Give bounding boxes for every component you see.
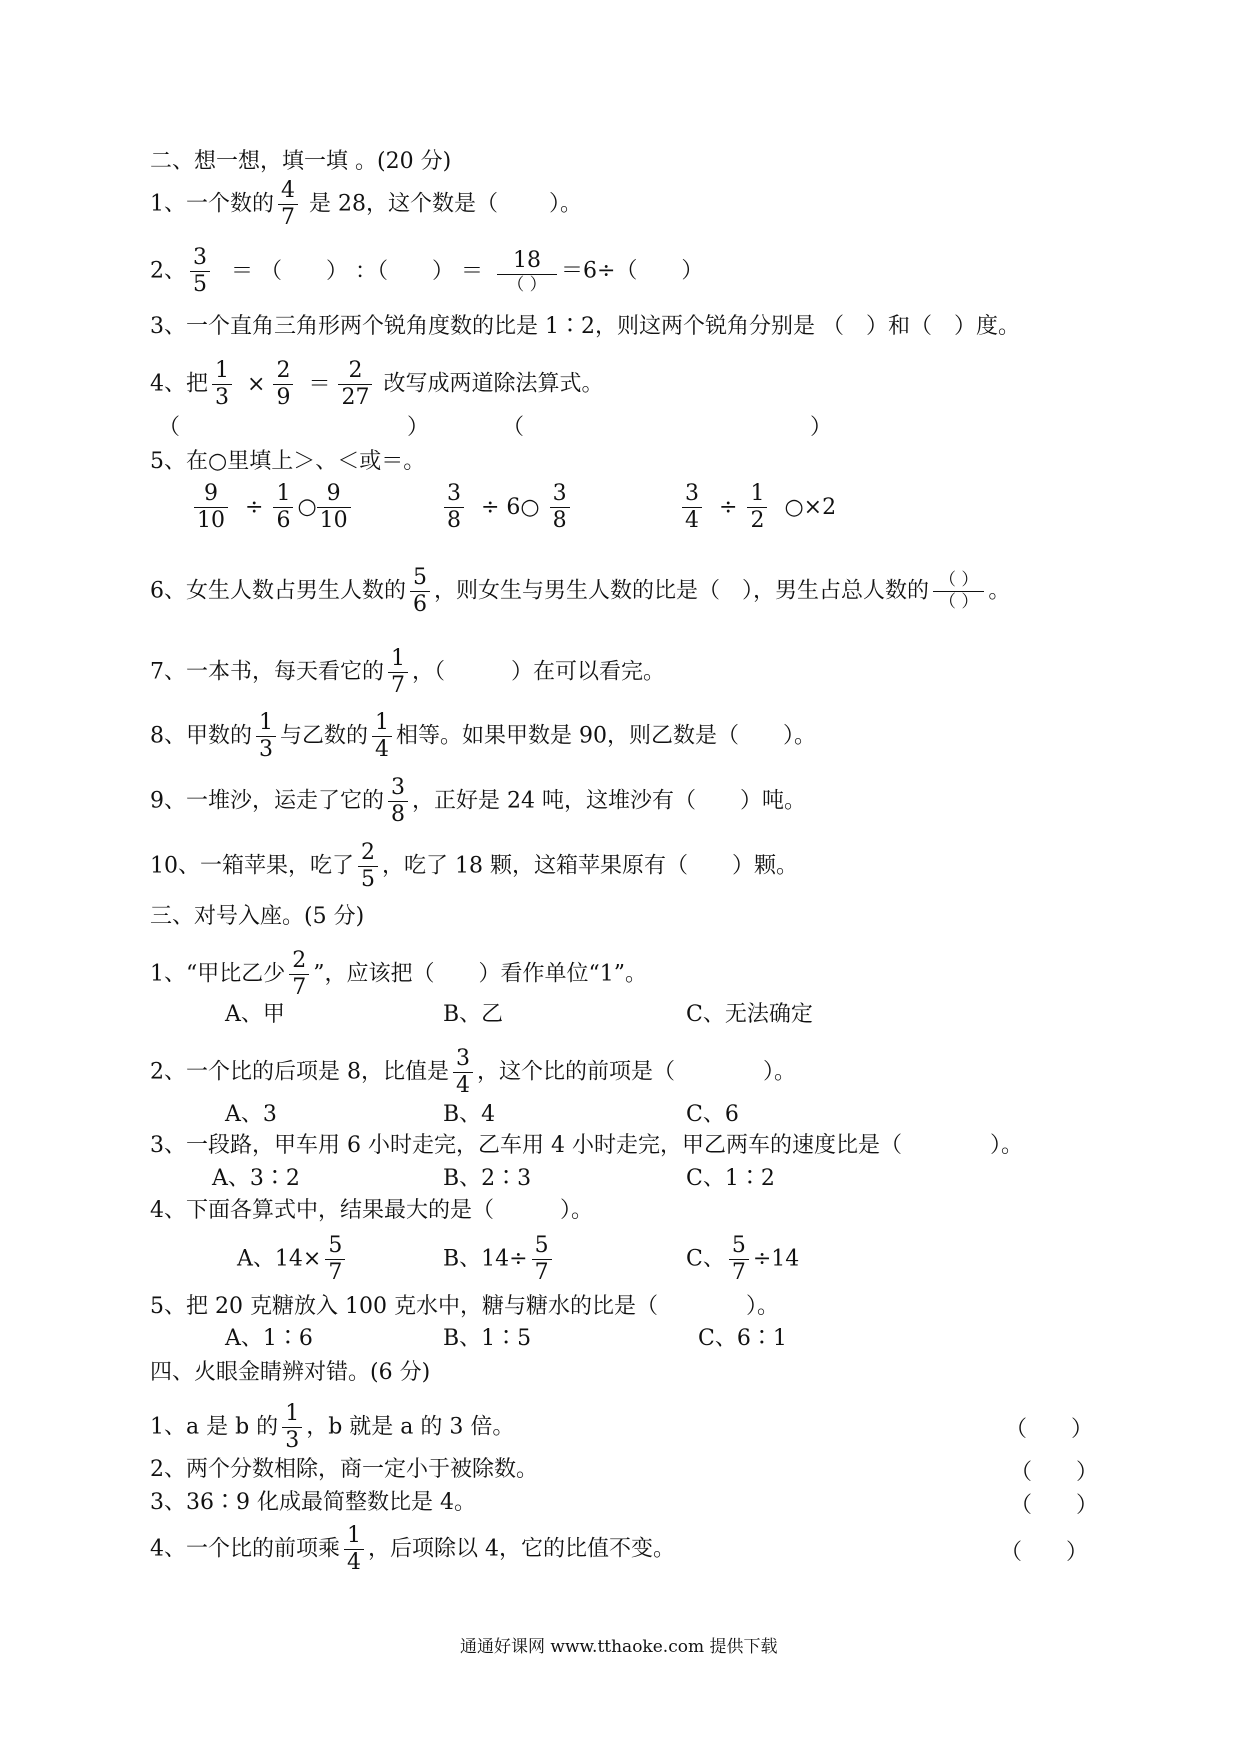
section-2-title: 二、想一想，填一填 。(20 分) <box>150 149 452 174</box>
fraction: $\frac{3}{8}$ <box>550 483 570 532</box>
fraction: $\frac{3}{5}$ <box>190 247 210 296</box>
compare-a: $\frac{9}{10}$ ÷ $\frac{1}{6}$ ○ $\frac{9}{10}$ <box>190 483 355 532</box>
question-2-10: 10、一箱苹果，吃了 $\frac{2}{5}$ ，吃了 18 颗，这箱苹果原有（ ）颗。 <box>150 840 798 892</box>
fraction: $\frac{9}{10}$ <box>194 483 228 532</box>
fraction: $\frac{2}{27}$ <box>338 360 372 409</box>
fraction: $\frac{3}{8}$ <box>444 483 464 532</box>
option-3-4-c: C、 $\frac{5}{7}$ ÷14 <box>686 1233 800 1285</box>
fraction: $\frac{5}{7}$ <box>532 1235 552 1284</box>
fraction: $\frac{1}{3}$ <box>282 1403 302 1452</box>
fraction: $\frac{3}{4}$ <box>682 483 702 532</box>
question-2-8: 8、甲数的 $\frac{1}{3}$ 与乙数的 $\frac{1}{4}$ 相等。如果甲数是 90，则乙数是（ ）。 <box>150 710 817 762</box>
section-4-title: 四、火眼金睛辨对错。(6 分) <box>150 1360 431 1385</box>
fraction: $\frac{1}{7}$ <box>388 648 408 697</box>
fraction: $\frac{1}{2}$ <box>747 483 767 532</box>
question-3-5: 5、把 20 克糖放入 100 克水中，糖与糖水的比是（ ）。 <box>150 1294 779 1319</box>
judge-paren-2: （ ） <box>1010 1460 1099 1485</box>
option-3-2-c: C、6 <box>686 1102 739 1127</box>
option-3-5-c: C、6∶1 <box>698 1326 787 1351</box>
question-3-1: 1、“甲比乙少 $\frac{2}{7}$ ”，应该把（ ）看作单位“1”。 <box>150 948 647 1000</box>
compare-b: $\frac{3}{8}$ ÷ 6○ $\frac{3}{8}$ <box>440 483 574 532</box>
question-3-2: 2、一个比的后项是 8，比值是 $\frac{3}{4}$ ，这个比的前项是（ ）。 <box>150 1046 797 1098</box>
fraction: $\frac{1}{3}$ <box>212 360 232 409</box>
fraction: $\frac{2}{7}$ <box>289 950 309 999</box>
option-3-5-a: A、1∶6 <box>225 1326 313 1351</box>
question-2-3: 3、一个直角三角形两个锐角度数的比是 1∶2，则这两个锐角分别是 （ ）和（ ）度。 <box>150 314 1020 339</box>
answer-blank-1: （ ） <box>158 415 429 440</box>
option-3-5-b: B、1∶5 <box>443 1326 532 1351</box>
option-3-1-b: B、乙 <box>443 1002 504 1027</box>
fraction: $\frac{1}{3}$ <box>256 712 276 761</box>
fraction: $\frac{5}{7}$ <box>729 1235 749 1284</box>
fraction: $\frac{4}{7}$ <box>278 180 298 229</box>
circle-blank: ○ <box>297 494 317 520</box>
option-3-2-a: A、3 <box>225 1102 277 1127</box>
fraction: $\frac{9}{10}$ <box>317 483 351 532</box>
fraction: $\frac{1}{6}$ <box>273 483 293 532</box>
fraction: $\frac{18}{( )}$ <box>497 250 557 294</box>
option-3-3-c: C、1∶2 <box>686 1166 775 1191</box>
question-3-4: 4、下面各算式中，结果最大的是（ ）。 <box>150 1198 593 1223</box>
section-3-title: 三、对号入座。(5 分) <box>150 904 365 929</box>
question-2-6: 6、女生人数占男生人数的 $\frac{5}{6}$ ，则女生与男生人数的比是（ ），男生占总人数的 $\frac{( )}{( )}$ 。 <box>150 565 1011 617</box>
question-3-3: 3、一段路，甲车用 6 小时走完，乙车用 4 小时走完，甲乙两车的速度比是（ ）。 <box>150 1133 1023 1158</box>
judge-paren-1: （ ） <box>1005 1417 1094 1442</box>
question-2-7: 7、一本书，每天看它的 $\frac{1}{7}$ ，（ ）在可以看完。 <box>150 646 666 698</box>
option-3-2-b: B、4 <box>443 1102 496 1127</box>
fraction: $\frac{1}{4}$ <box>372 712 392 761</box>
question-2-2: 2、 $\frac{3}{5}$ ＝ （ ） ：（ ） ＝ $\frac{18}{( )}$ ＝6÷（ ） <box>150 245 704 297</box>
fraction: $\frac{2}{5}$ <box>358 842 378 891</box>
question-4-4: 4、一个比的前项乘 $\frac{1}{4}$ ，后项除以 4，它的比值不变。 <box>150 1523 675 1575</box>
compare-c: $\frac{3}{4}$ ÷ $\frac{1}{2}$ ○×2 <box>678 483 836 532</box>
question-4-3: 3、36∶9 化成最简整数比是 4。 <box>150 1490 476 1515</box>
question-4-2: 2、两个分数相除，商一定小于被除数。 <box>150 1457 538 1482</box>
question-2-9: 9、一堆沙，运走了它的 $\frac{3}{8}$ ，正好是 24 吨，这堆沙有（ ）吨。 <box>150 775 806 827</box>
option-3-3-a: A、3∶2 <box>212 1166 300 1191</box>
option-3-1-a: A、甲 <box>225 1002 285 1027</box>
fraction: $\frac{3}{8}$ <box>388 777 408 826</box>
judge-paren-4: （ ） <box>1000 1540 1089 1565</box>
fraction: $\frac{3}{4}$ <box>453 1048 473 1097</box>
option-3-4-b: B、14÷ $\frac{5}{7}$ <box>443 1235 556 1284</box>
fraction: $\frac{( )}{( )}$ <box>933 572 984 611</box>
fraction: $\frac{2}{9}$ <box>273 360 293 409</box>
question-2-4: 4、把 $\frac{1}{3}$ × $\frac{2}{9}$ ＝ $\frac{2}{27}$ 改写成两道除法算式。 <box>150 358 604 410</box>
question-2-5: 5、在○里填上＞、＜或＝。 <box>150 449 426 474</box>
option-3-1-c: C、无法确定 <box>686 1002 813 1027</box>
option-3-4-a: A、14× $\frac{5}{7}$ <box>237 1235 349 1284</box>
question-2-1: 1、一个数的 $\frac{4}{7}$ 是 28，这个数是（ ）。 <box>150 178 582 230</box>
option-3-3-b: B、2∶3 <box>443 1166 532 1191</box>
page-footer: 通通好课网 www.tthaoke.com 提供下载 <box>460 1637 778 1657</box>
fraction: $\frac{5}{7}$ <box>325 1235 345 1284</box>
question-4-1: 1、a 是 b 的 $\frac{1}{3}$ ，b 就是 a 的 3 倍。 <box>150 1401 515 1453</box>
judge-paren-3: （ ） <box>1010 1493 1099 1518</box>
fraction: $\frac{1}{4}$ <box>344 1525 364 1574</box>
answer-blank-2: （ ） <box>502 415 833 440</box>
fraction: $\frac{5}{6}$ <box>410 567 430 616</box>
